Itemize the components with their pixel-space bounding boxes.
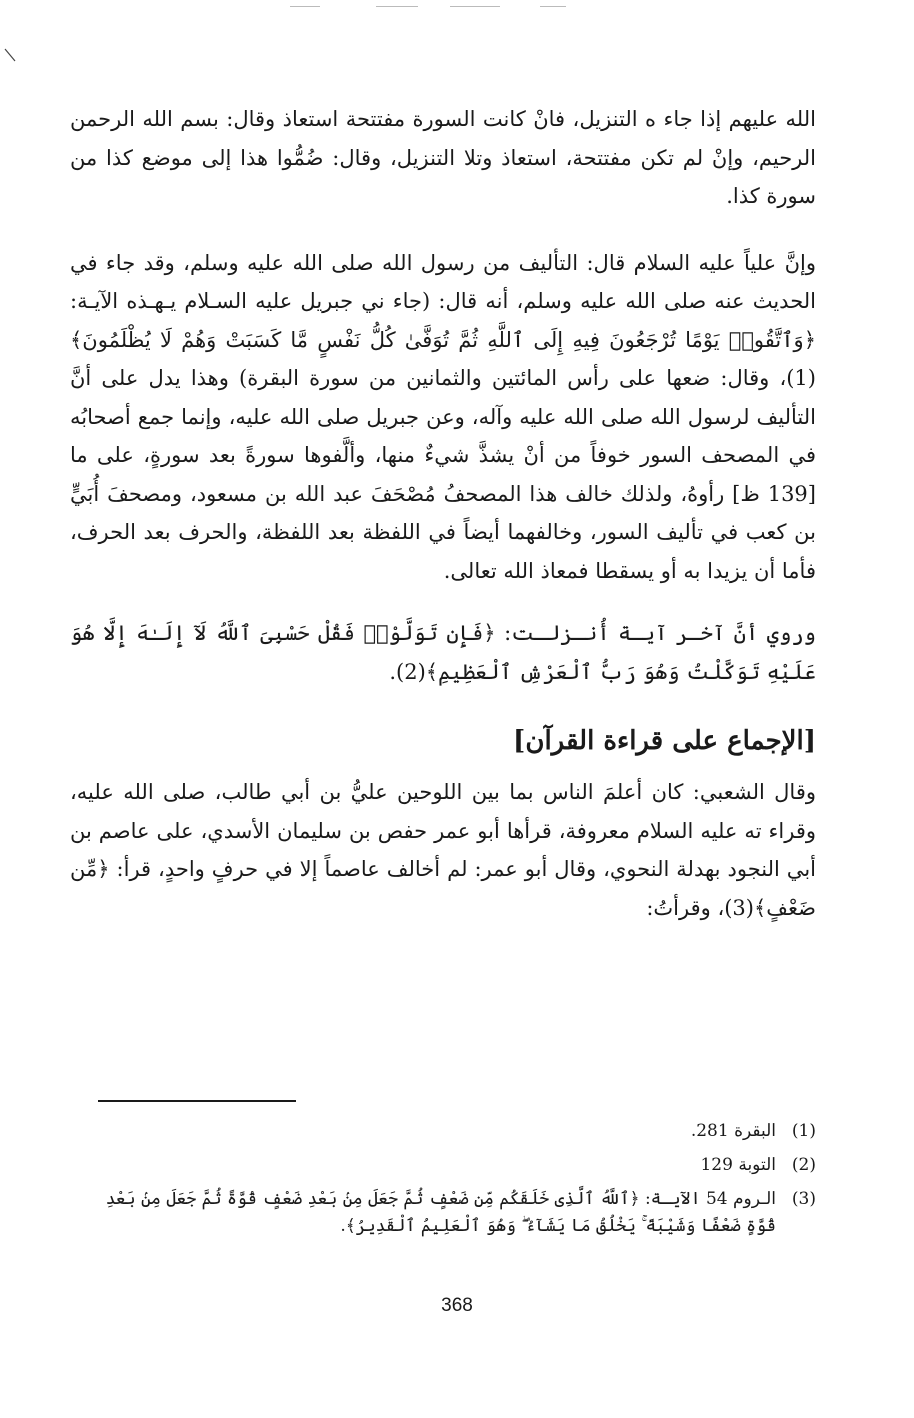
footnote-text: البقرة 281.	[690, 1121, 776, 1141]
main-text	[70, 100, 816, 927]
top-edge-rule	[290, 6, 320, 7]
footnote-separator	[98, 1100, 296, 1102]
footnote-number: (3)	[791, 1189, 816, 1209]
footnote-text: التوبة 129	[700, 1155, 776, 1175]
footnotes	[80, 1114, 816, 1240]
footnote-item	[80, 1114, 816, 1148]
section-heading: [الإجماع على قراءة القرآن]	[513, 726, 816, 756]
footnote-number: (2)	[791, 1155, 816, 1175]
page-number: 368	[441, 1295, 473, 1316]
footnote-text: الـروم 54 الآيـة: ﴿ٱللَّهُ ٱلَّذِى خَلَقَكُم مِّن ضَعْفٍ ثُمَّ جَعَلَ مِنۢ بَعْدِ ضَعْفٍ قُوَّةً ثُمَّ جَعَلَ مِنۢ بَعْدِ قُوَّةٍ ضَعْفًا وَشَيْبَةً ۚ يَخْلُقُ مَا يَشَآءُ ۖ وَهُوَ ٱلْعَلِيمُ ٱلْقَدِيرُ﴾.	[105, 1189, 776, 1236]
top-edge-rule	[376, 6, 418, 7]
paragraph: وإنَّ علياً عليه السلام قال: التأليف من رسول الله صلى الله عليه وسلم، وقد جاء في الحديث عنه صلى الله عليه وسلم، أنه قال: (جاء ني جبريل عليه السـلام يـهـذه الآيـة: ﴿وَٱتَّقُوا۟ يَوْمًا تُرْجَعُونَ فِيهِ إِلَى ٱللَّهِ ثُمَّ تُوَفَّىٰ كُلُّ نَفْسٍ مَّا كَسَبَتْ وَهُمْ لَا يُظْلَمُونَ﴾(1)، وقال: ضعها على رأس المائتين والثمانين من سورة البقرة) وهذا يدل على أنَّ التأليف لرسول الله صلى الله عليه وآله، وعن جبريل صلى الله عليه، وإنما جمع أصحابُه في المصحف السور خوفاً من أنْ يشذَّ شيءٌ منها، وألَّفوها سورةً بعد سورةٍ، على ما [139 ظ] رأوهُ، ولذلك خالف هذا المصحفُ مُصْحَفَ عبد الله بن مسعود، ومصحفَ أُبَيٍّ بن كعب في تأليف السور، وخالفهما أيضاً في اللفظة بعد اللفظة، والحرف بعد الحرف، فأما أن يزيدا به أو يسقطا فمعاذ الله تعالى.	[70, 250, 816, 583]
footnote-item	[80, 1148, 816, 1182]
scan-corner-mark	[4, 48, 16, 62]
footnote-number: (1)	[791, 1121, 816, 1141]
paragraph: وقال الشعبي: كان أعلمَ الناس بما بين اللوحين عليُّ بن أبي طالب، صلى الله عليه، وقراء ته عليه السلام معروفة، قرأها أبو عمر حفص بن سليمان الأسدي، على عاصم بن أبي النجود بهدلة النحوي، وقال أبو عمر: لم أخالف عاصماً إلا في حرفٍ واحدٍ، قرأ: ﴿مِّن ضَعْفٍ﴾(3)، وقرأتُ:	[70, 780, 816, 920]
paragraph: الله عليهم إذا جاء ه التنزيل، فانْ كانت السورة مفتتحة استعاذ وقال: بسم الله الرحمن الرحيم، وإنْ لم تكن مفتتحة، استعاذ وتلا التنزيل، وقال: ضُمُّوا هذا إلى موضع كذا من سورة كذا.	[70, 107, 816, 208]
paragraph: وروي أنَّ آخـر آيـة أُنـزلـت: ﴿فَإِن تَوَلَّوْا۟ فَقُلْ حَسْبِىَ ٱللَّهُ لَآ إِلَـٰهَ إِلَّا هُوَ عَلَيْهِ تَوَكَّلْتُ وَهُوَ رَبُّ ٱلْعَرْشِ ٱلْعَظِيمِ﴾(2).	[70, 621, 816, 684]
top-edge-rule	[540, 6, 566, 7]
footnote-item	[80, 1186, 816, 1240]
top-edge-rule	[450, 6, 500, 7]
